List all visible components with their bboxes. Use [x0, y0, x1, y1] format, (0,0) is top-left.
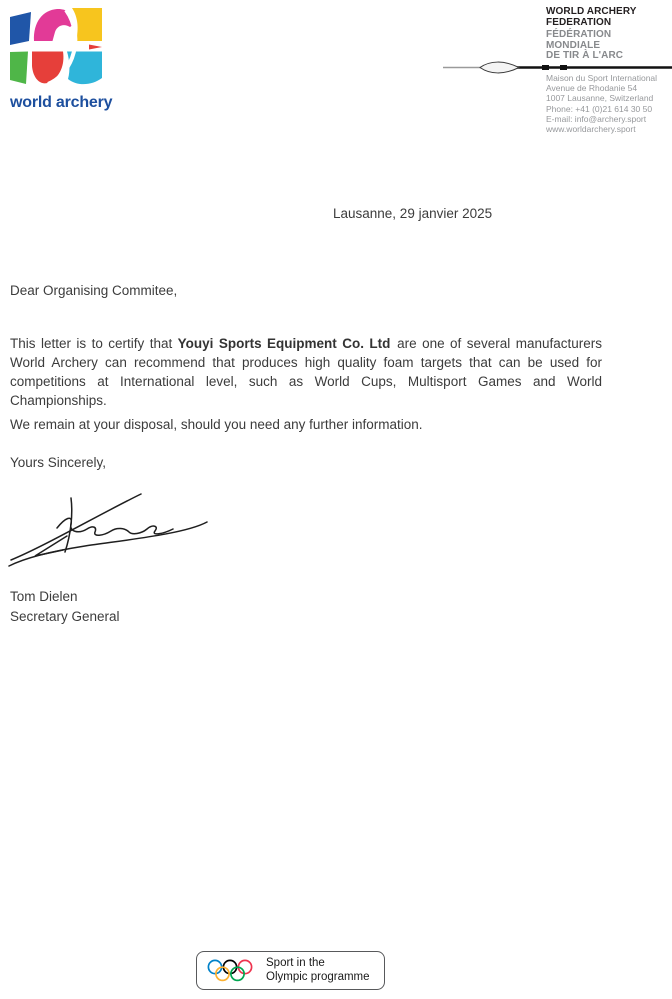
dateline: Lausanne, 29 janvier 2025 [333, 206, 493, 221]
body-paragraph [10, 334, 602, 411]
federation-name-block [546, 7, 637, 62]
olympic-rings-icon [207, 959, 257, 983]
org-name-en-line2: FEDERATION [546, 16, 612, 28]
address-block [546, 73, 657, 134]
olympic-programme-badge [196, 951, 385, 990]
body-text-suffix: are one of several manufacturers World Archery can recommend that produces high quality foam targets that can be used for competitions at International level, such as World Cups, Multisport Games and World Championships. [10, 335, 602, 409]
org-name-fr-line1: FÉDÉRATION [546, 29, 612, 40]
signature-image [5, 484, 213, 570]
body-text-prefix: This letter is to certify that [10, 335, 178, 351]
org-name-fr-line3: DE TIR À L'ARC [546, 50, 624, 61]
address-line-city: 1007 Lausanne, Switzerland [546, 93, 654, 104]
address-line-building: Maison du Sport International [546, 73, 658, 83]
body-paragraph-2: We remain at your disposal, should you need any further information. [10, 417, 423, 432]
logo-wordmark: world archery [10, 94, 113, 111]
address-line-website: www.worldarchery.sport [546, 124, 636, 135]
world-archery-logo [10, 8, 113, 112]
olympic-label-line1: Sport in the [266, 957, 325, 969]
org-name-en-line1: WORLD ARCHERY [546, 6, 637, 17]
org-name-fr-line2: MONDIALE [546, 39, 601, 51]
world-archery-logo-icon [10, 8, 102, 87]
signer-block [10, 587, 120, 626]
address-line-street: Avenue de Rhodanie 54 [546, 83, 638, 94]
address-line-email: E-mail: info@archery.sport [546, 113, 647, 124]
olympic-programme-label [266, 957, 370, 984]
company-name: Youyi Sports Equipment Co. Ltd [177, 335, 391, 351]
salutation: Dear Organising Commitee, [10, 283, 178, 298]
olympic-label-line2: Olympic programme [266, 970, 370, 983]
closing-line: Yours Sincerely, [10, 455, 107, 470]
signer-name: Tom Dielen [10, 589, 78, 604]
signer-title: Secretary General [10, 608, 120, 624]
address-line-phone: Phone: +41 (0)21 614 30 50 [546, 103, 653, 114]
